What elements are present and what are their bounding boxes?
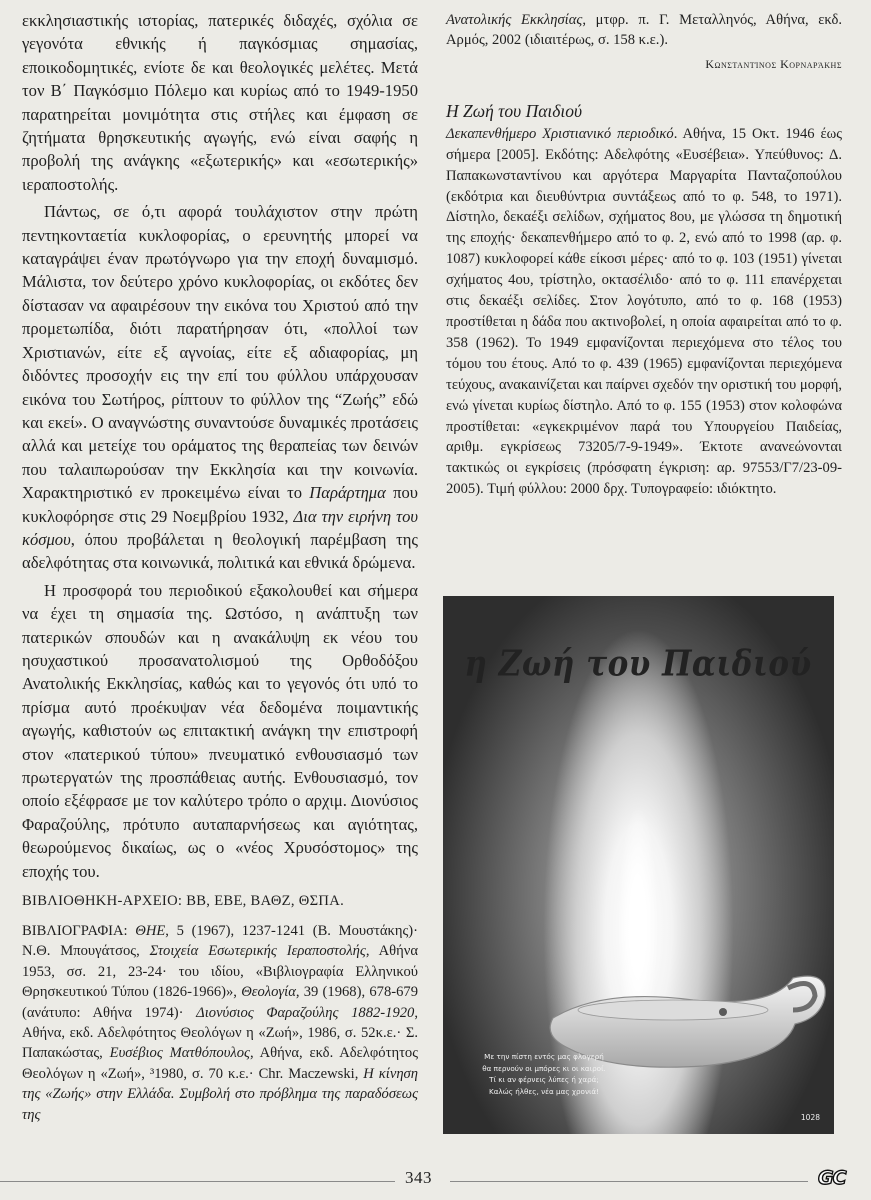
magazine-cover-image [443,596,834,1134]
biblio-seg: Ευσέβιος Ματθόπουλος [109,1045,250,1062]
biblio-cont-rest: , μτφρ. π. Γ. Μεταλληνός, Αθήνα, εκδ. Αρμός, 2002 (ιδιαιτέρως, σ. 158 κ.ε.). [446,12,842,49]
paragraph-2-part-c: που κυκλοφόρησε στις 29 Νοεμβρίου 1932, [22,483,418,526]
biblio-seg: Διονύσιος Φαραζούλης 1882-1920 [196,1004,415,1021]
caption-line: Με την πίστη εντός μας φλογερή [484,1052,604,1061]
biblio-seg: , 5 (1967), 1237-1241 (Β. Μουστάκης)· Ν.Θ. Μπουγάτσος, [22,923,418,960]
footer-rule-right [450,1181,808,1182]
page-number: 343 [405,1168,432,1187]
archive-line: ΒΙΒΛΙΟΘΗΚΗ-ΑΡΧΕΙΟ: ΒΒ, ΕΒΕ, ΒΑΘΖ, ΘΣΠΑ. [22,893,345,910]
biblio-seg: , Αθήνα, εκδ. Αδελφότητος Θεολόγων η «Ζωή», ³1980, σ. 70 κ.ε.· Chr. Maczewski, [22,1045,419,1082]
paragraph-2-part-a: Πάντως, σε ό,τι αφορά τουλάχιστον στην πρώτη πεντηκονταετία κυκλοφορίας, ο ερευνητής μπορεί να καταγράψει έναν πρωτόγνωρο για την εποχή δυναμισμό. Μάλιστα, τον δεύτερο χρόνο κυκλοφορίας, οι εκδότες δεν δίστασαν να αφαιρέσουν την εικόνα του Χριστού από την προμετωπίδα, διότι παρατήρησαν ότι, «πολλοί των Χριστιανών, είτε εξ αγνοίας, είτε εξ αδιαφορίας, μη διδόντες προσοχήν εις την επί του φύλλου υπάρχουσαν εικόνα του Σωτήρος, ρίπτουν το φύλλον της “Ζωής” εδώ και εκεί». Ο αναγνώστης συναντούσε δυναμικές προτάσεις αλλά και μετείχε του οράματος της θεραπείας των δεινών που ταλαιπωρούσαν την Εκκλησία και την κοινωνία. Χαρακτηριστικό εν προκειμένω είναι το [22,202,418,503]
caption-line: θα περνούν οι μπόρες κι οι καιροί. [482,1063,606,1073]
biblio-continuation [446,10,842,51]
paragraph-2 [22,200,418,575]
biblio-seg: , Αθήνα, εκδ. Αδελφότητος Θεολόγων η «Ζωή», 1986, σ. 52κ.ε.· Σ. Παπακώστας, [22,1004,418,1062]
paragraph-2-part-b: Παράρτημα [309,483,386,503]
gc-logo: GC [818,1167,846,1189]
right-column [446,0,842,500]
entry-text: . Αθήνα, 15 Οκτ. 1946 έως σήμερα [2005]. Εκδότης: Αδελφότης «Ευσέβεια». Υπεύθυνος: Δ. Παπακωνσταντίνου και αργότερα Μαργαρίτα Πανταζοπούλου (εκδότρια και διευθύντρια συντάξεως από το φ. 548, το 1971). Δίστηλο, δεκαέξι σελίδων, σχήματος 8ου, με γλώσσα τη δημοτική της εποχής· δεκαπενθήμερο από το φ. 2, ενώ από το 1998 (αρ. φ. 1087) κυκλοφορεί κάθε είκοσι μέρες· από το φ. 103 (1951) γίνεται σχήματος 4ου, τρίστηλο, οκτασέλιδο· από το φ. 111 επανέρχεται στις δεκαέξι σελίδες. Στον λογότυπο, από το φ. 168 (1953) προστίθεται η δάδα που ακτινοβολεί, η οποία αφαιρείται από το φ. 358 (1962). Το 1949 εμφανίζονται περιεχόμενα στο τέλος του τόμου του έτους. Από το φ. 439 (1965) εμφανίζονται περιεχόμενα τεύχους, ανακαινίζεται και παίρνει σχεδόν την οριστική του μορφή, ενώ γίνεται κυρίως δίστηλο. Από το φ. 155 (1953) στον κολοφώνα προστίθεται: «εγκεκριμένον παρά του Υπουργείου Παιδείας, αριθμ. εγκρίσεως 73205/7-9-1949». Έκτοτε ανανεώνονται τακτικώς οι εγκρίσεις (πρόσφατη έγκριση: αρ. 97553/Γ7/23-09-2005). Τιμή φύλλου: 2000 δρχ. Τυπογραφείο: ιδιόκτητο. [446,125,843,498]
left-column [22,0,418,1125]
biblio-seg: , Αθήνα 1953, σσ. 21, 23-24· του ιδίου, «Βιβλιογραφία Ελληνικού Θρησκευτικού Τύπου (1826-1966)», [22,943,418,1001]
paragraph-3: Η προσφορά του περιοδικού εξακολουθεί και σήμερα να έχει τη σημασία της. Ωστόσο, η ανάπτυξη των πατερικών σπουδών και η ανακάλυψη εκ νέου του ησυχαστικού προσανατολισμού της Ορθοδόξου Ανατολικής Εκκλησίας, καθώς και το γεγονός ότι υπό το πρίσμα αυτό προέκυψαν νέα δεδομένα ποιμαντικής αγωγής, καθιστούν ως επιτακτική ανάγκη την επιστροφή στον «πατερικού τύπου» πνευματικό ενθουσιασμό των πρωτεργατών της προσπάθειας αυτής. Ενθουσιασμό, τον οποίο εξέφρασε με τον καλύτερο τρόπο ο αρχιμ. Διονύσιος Φαραζούλης, πρότυπο αυταπαρνήσεως και αγιότητας, θεωρούμενος δικαίως, ως ο «νέος Χρυσόστομος» της εποχής του. [22,580,418,881]
entry-subtitle: Δεκαπενθήμερο Χριστιανικό περιοδικό [446,125,674,142]
biblio-seg: Θεολογία [241,984,296,1001]
cover-title: η Ζωή του Παιδιού [464,643,812,685]
paragraph-2-part-e: , όπου προβάλεται η θεολογική παρέμβαση της αδελφότητας στα κοινωνικά, πολιτικά και εθνικά δρώμενα. [22,529,418,573]
author-signature: Κωνσταντίνος Κορναράκης [705,56,842,71]
biblio-seg: ΘΗΕ [135,923,166,940]
paragraph-1: εκκλησιαστικής ιστορίας, πατερικές διδαχές, σχόλια σε γεγονότα εθνικής ή παγκόσμιας σημασίας, εποικοδομητικές, ενίοτε δε και θεολογικές μελέτες. Μετά τον Β΄ Παγκόσμιο Πόλεμο και κυρίως από το 1949-1950 παρατηρείται μονιμότητα στις στήλες και έμφαση σε ζητήματα θρησκευτικής αγωγής, ενώ είναι σαφής η προβολή της ανάγκης «εξωτερικής» και «εσωτερικής» ιεραποστολής. [22,11,418,194]
entry-body [446,124,842,500]
paragraph-2-part-d: Δια την ειρήνη του κόσμου [22,506,418,549]
biblio-seg: Η κίνηση της «Ζωής» στην Ελλάδα. Συμβολή στο πρόβλημα της παραδόσεως της [22,1065,418,1123]
biblio-seg: Στοιχεία Εσωτερικής Ιεραποστολής [149,943,366,960]
cover-caption [449,1051,639,1097]
biblio-seg: ΒΙΒΛΙΟΓΡΑΦΙΑ: [22,923,136,940]
caption-line: Καλώς ήλθες, νέα μας χρονιά! [488,1086,600,1096]
cover-issue-number: 1028 [800,1113,820,1122]
biblio-seg: , 39 (1968), 678-679 (ανάτυπο: Αθήνα 1974)· [22,984,418,1021]
caption-line: Τί κι αν φέρνεις λύπες ή χαρά; [489,1075,599,1084]
bibliography [22,921,418,1125]
footer-rule-left [0,1181,395,1182]
biblio-cont-italic: Ανατολικής Εκκλησίας [446,12,583,28]
entry-title: Η Ζωή του Παιδιού [446,100,583,121]
